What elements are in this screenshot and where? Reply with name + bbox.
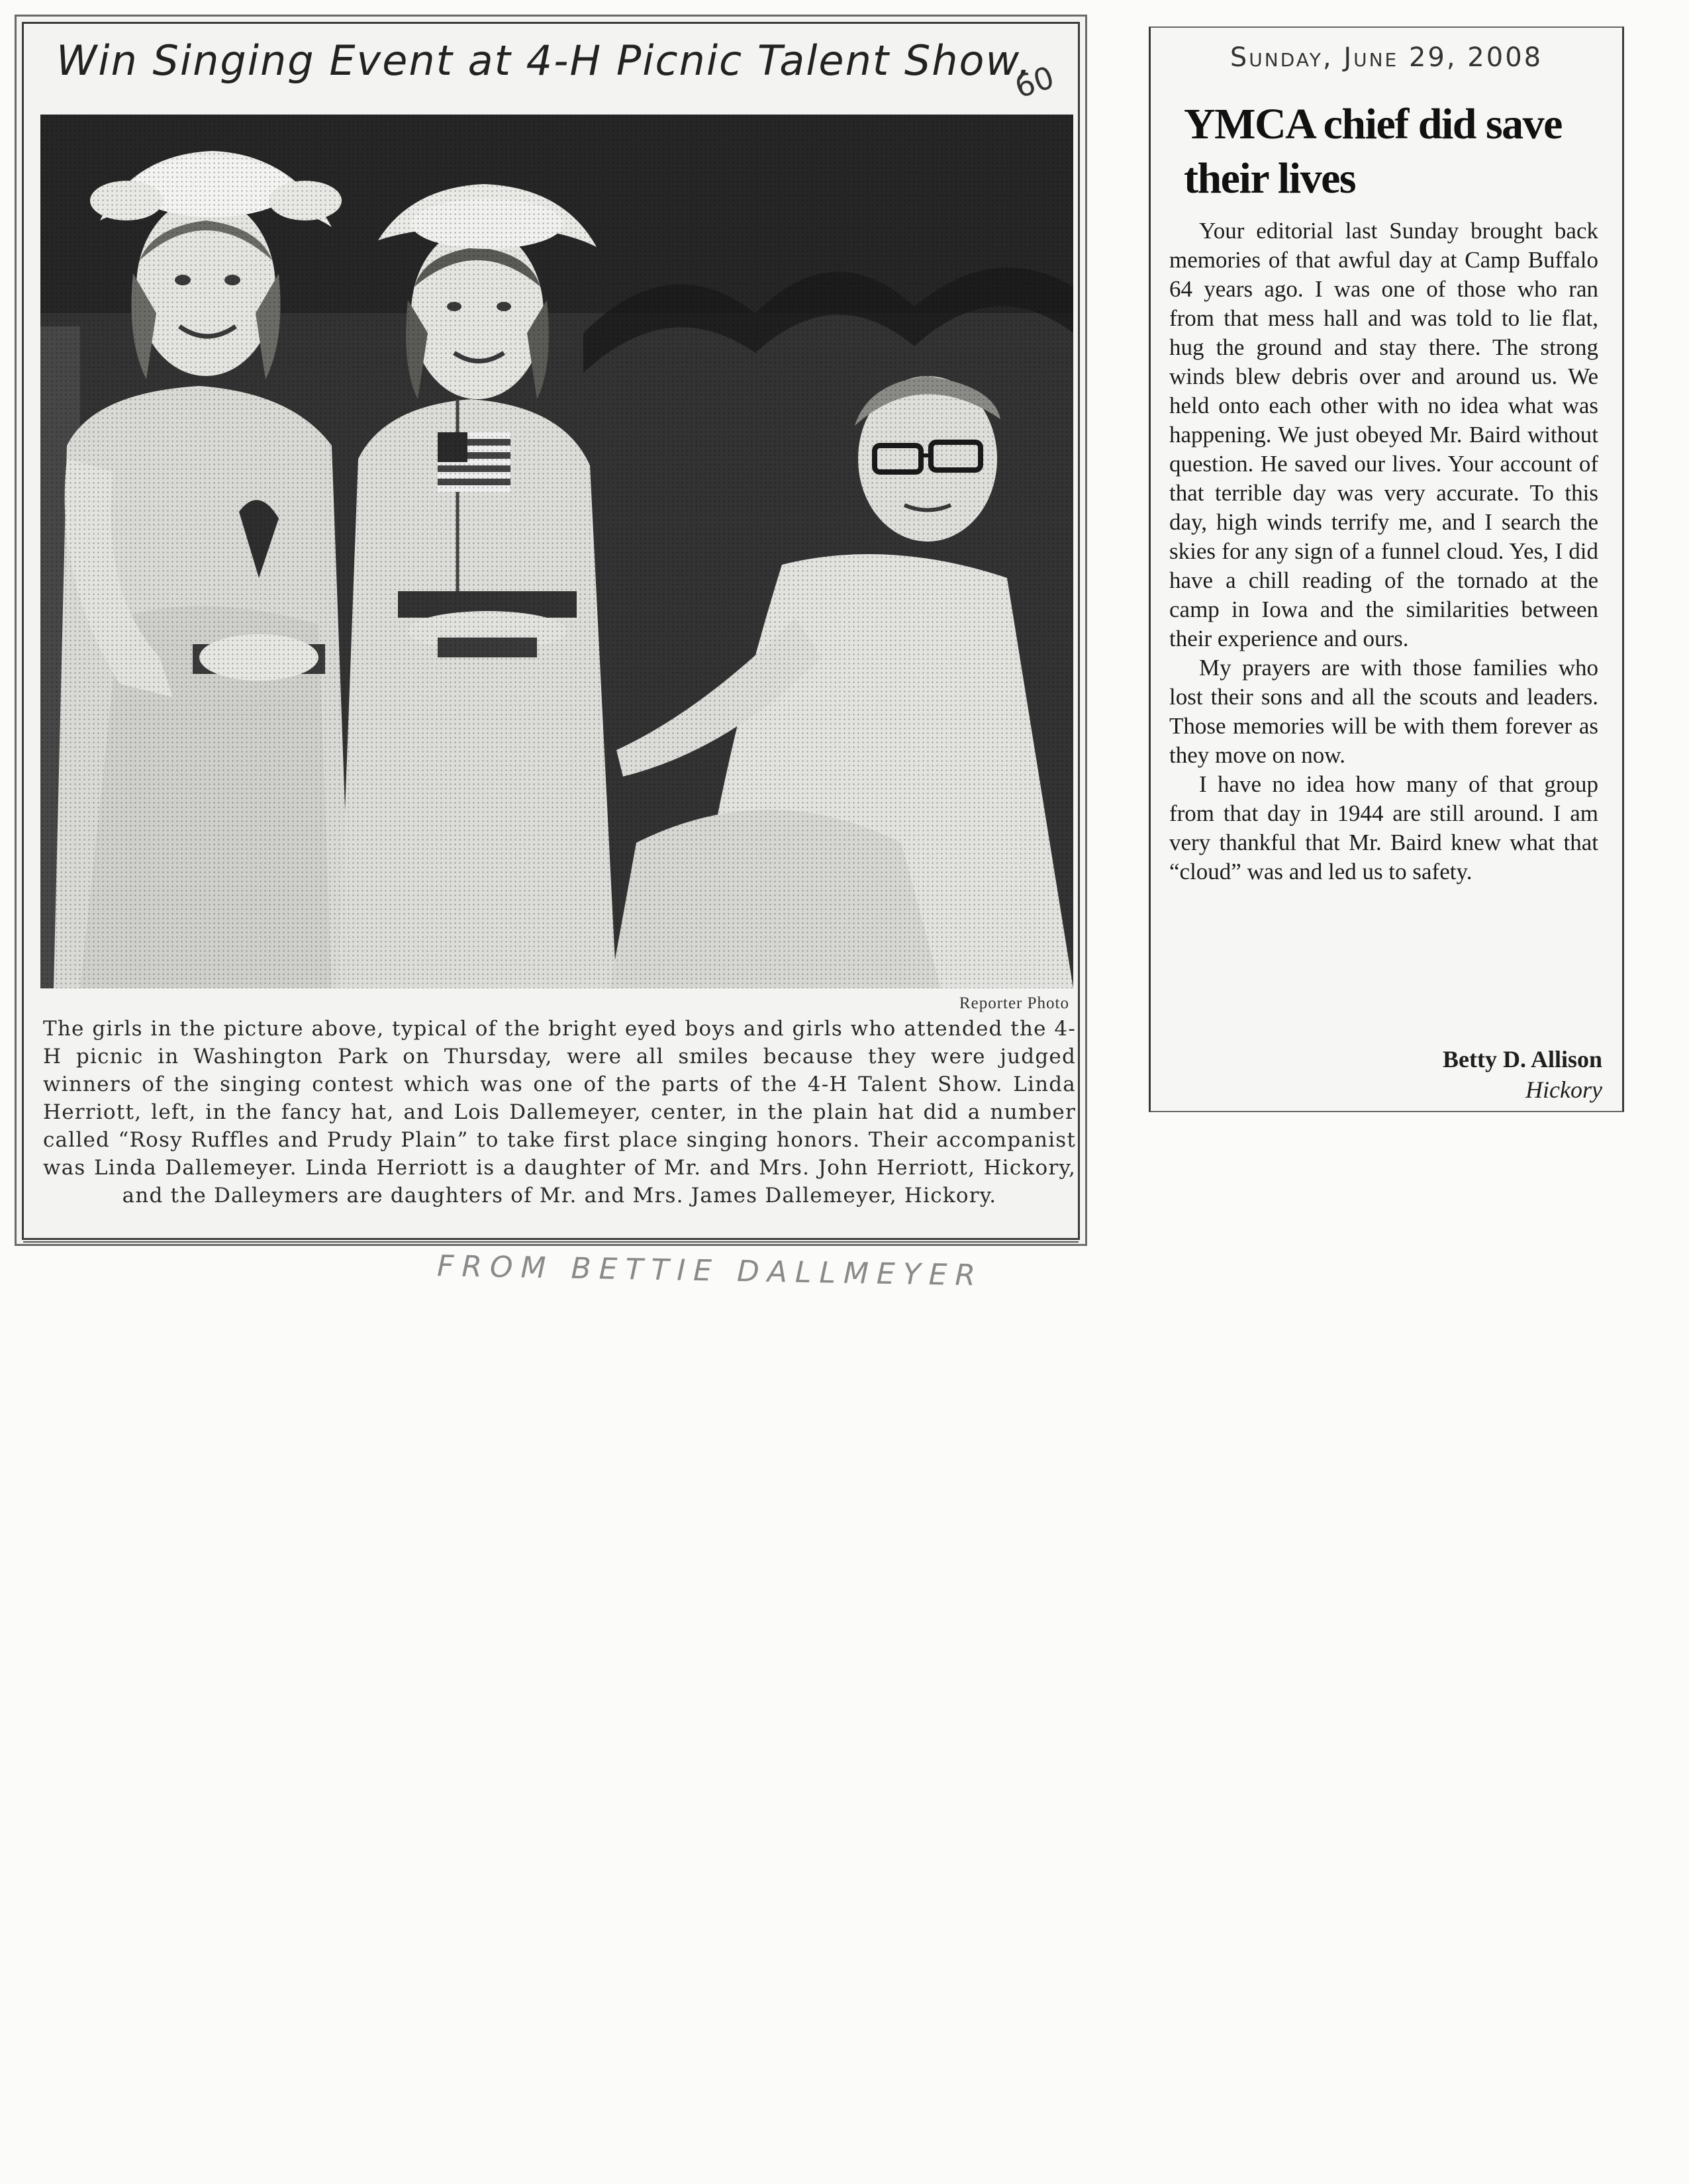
author-location: Hickory xyxy=(1525,1076,1602,1103)
letter-signature xyxy=(1443,1044,1602,1105)
clipping-rule xyxy=(23,1241,1079,1243)
letter-paragraph: My prayers are with those families who lost their sons and all the scouts and leaders. Those memories will be with them forever as they move on now. xyxy=(1169,655,1598,768)
photo-caption: The girls in the picture above, typical of the bright eyed boys and girls who attended the 4-H picnic in Washington Park on Thursday, were all smiles because they were judged winners of the singing contest which was one of the parts of the 4-H Talent Show. Linda Herriott, left, in the fancy hat, and Lois Dallemeyer, center, in the plain hat did a number called “Rosy Ruffles and Prudy Plain” to take first place singing honors. Their accompanist was Linda Dallemeyer. Linda Herriott is a daughter of Mr. and Mrs. John Herriott, Hickory, and the Dalleymers are daughters of Mr. and Mrs. James Dallemeyer, Hickory. xyxy=(43,1017,1076,1208)
letter-body xyxy=(1169,216,1598,886)
left-clipping xyxy=(15,15,1087,1246)
author-name: Betty D. Allison xyxy=(1442,1046,1602,1072)
letter-title: YMCA chief did save their lives xyxy=(1184,100,1562,203)
dateline-text: Sunday, June 29, 2008 xyxy=(1230,42,1543,73)
photo-illustration xyxy=(40,115,1073,988)
right-clipping xyxy=(1149,26,1624,1112)
clipping-headline: Win Singing Event at 4-H Picnic Talent Show, xyxy=(56,36,1032,85)
newspaper-photo xyxy=(40,115,1073,988)
letter-paragraph: Your editorial last Sunday brought back memories of that awful day at Camp Buffalo 64 years ago. I was one of those who ran from that mess hall and was told to lie flat, hug the ground and stay there. The strong winds blew debris over and around us. We held onto each other with no idea what was happening. We just obeyed Mr. Baird without question. He saved our lives. Your account of that terrible day was very accurate. To this day, high winds terrify me, and I search the skies for any sign of a funnel cloud. Yes, I did have a chill reading of the tornado at the camp in Iowa and the similarities between their experience and ours. xyxy=(1169,218,1598,651)
letter-paragraph: I have no idea how many of that group from that day in 1944 are still around. I am very thankful that Mr. Baird knew what that “cloud” was and led us to safety. xyxy=(1169,771,1598,884)
handwritten-year: 60 xyxy=(1010,59,1059,105)
handwritten-note: FROM BETTIE DALLMEYER xyxy=(436,1249,984,1293)
dateline xyxy=(1151,42,1622,73)
photo-credit: Reporter Photo xyxy=(959,994,1069,1012)
